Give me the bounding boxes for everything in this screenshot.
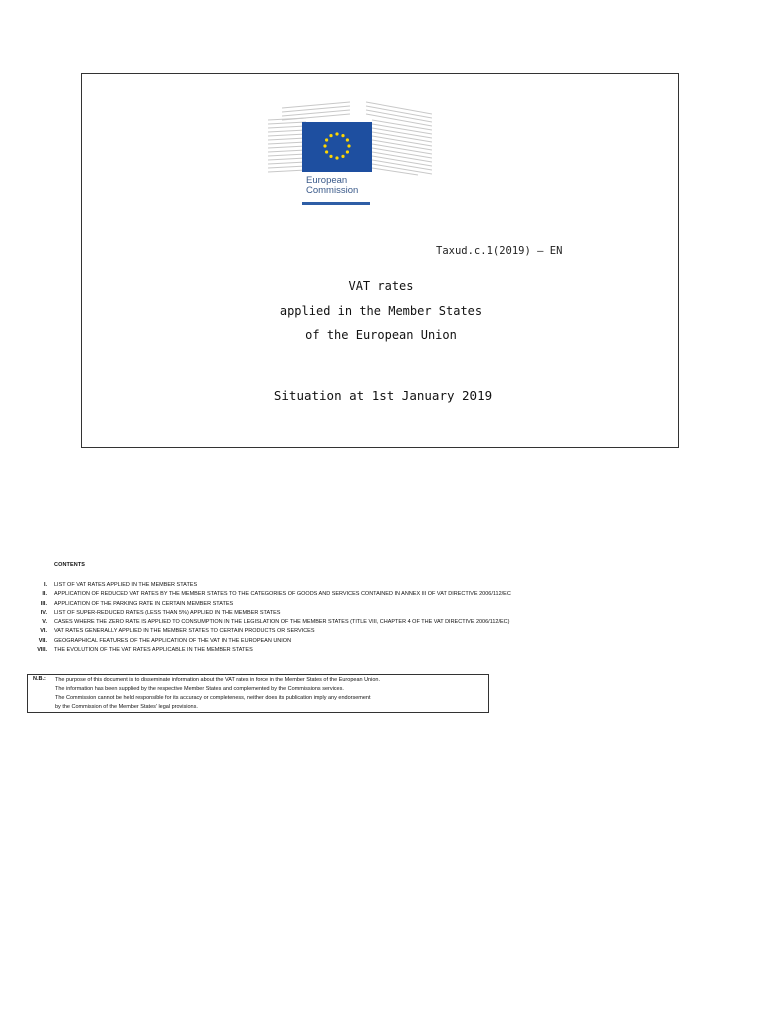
berlaymont-building-icon (268, 96, 432, 176)
disclaimer-label: N.B.: (33, 676, 46, 682)
disclaimer-line: The Commission cannot be held responsible for its accuracy or completeness, neither does its publication imply any endorsement (55, 695, 371, 701)
contents-number: II. (42, 591, 47, 598)
title-line-3: of the European Union (305, 328, 457, 342)
logo-underline (302, 202, 370, 205)
contents-text: THE EVOLUTION OF THE VAT RATES APPLICABLE IN THE MEMBER STATES (54, 647, 253, 654)
title-line-1: VAT rates (348, 279, 414, 293)
contents-text: VAT RATES GENERALLY APPLIED IN THE MEMBER STATES TO CERTAIN PRODUCTS OR SERVICES (54, 628, 315, 635)
contents-text: CASES WHERE THE ZERO RATE IS APPLIED TO CONSUMPTION IN THE LEGISLATION OF THE MEMBER STATES (TITLE VIII, CHAPTER 4 OF THE VAT DIRECTIVE 2006/112/EC) (54, 619, 510, 626)
contents-number: VIII. (37, 647, 47, 654)
disclaimer-text (55, 676, 380, 712)
cover-page-frame (81, 73, 679, 448)
logo-line-commission: Commission (306, 185, 359, 196)
logo-line-european: European (306, 175, 348, 186)
disclaimer-line: The purpose of this document is to disseminate information about the VAT rates in force in the Member States of the European Union. (55, 677, 380, 683)
contents-text: APPLICATION OF THE PARKING RATE IN CERTAIN MEMBER STATES (54, 600, 234, 607)
contents-number: V. (42, 619, 47, 626)
disclaimer-line: by the Commission of the Member States' legal provisions. (55, 704, 198, 710)
eu-flag (302, 122, 372, 172)
disclaimer-box (27, 674, 489, 713)
logo-wordmark (306, 176, 358, 196)
contents-number: VII. (38, 637, 47, 644)
contents-number: I. (43, 582, 47, 588)
document-reference: Taxud.c.1(2019) – EN (436, 245, 563, 257)
contents-text: APPLICATION OF REDUCED VAT RATES BY THE MEMBER STATES TO THE CATEGORIES OF GOODS AND SERVICES CONTAINED IN ANNEX III OF VAT DIRECTIVE 2006/112/EC (54, 591, 511, 598)
contents-text: LIST OF SUPER-REDUCED RATES (LESS THAN 5%) APPLIED IN THE MEMBER STATES (54, 609, 281, 616)
situation-date: Situation at 1st January 2019 (273, 388, 493, 403)
contents-text: GEOGRAPHICAL FEATURES OF THE APPLICATION OF THE VAT IN THE EUROPEAN UNION (54, 637, 292, 644)
european-commission-logo (268, 96, 432, 208)
contents-text: LIST OF VAT RATES APPLIED IN THE MEMBER STATES (54, 582, 198, 588)
contents-number: IV. (40, 609, 47, 616)
contents-number: III. (40, 600, 47, 607)
contents-number: VI. (40, 628, 47, 635)
disclaimer-line: The information has been supplied by the respective Member States and complemented by the Commissions services. (55, 686, 344, 692)
title-line-2: applied in the Member States (279, 304, 483, 318)
contents-heading: CONTENTS (54, 562, 86, 568)
